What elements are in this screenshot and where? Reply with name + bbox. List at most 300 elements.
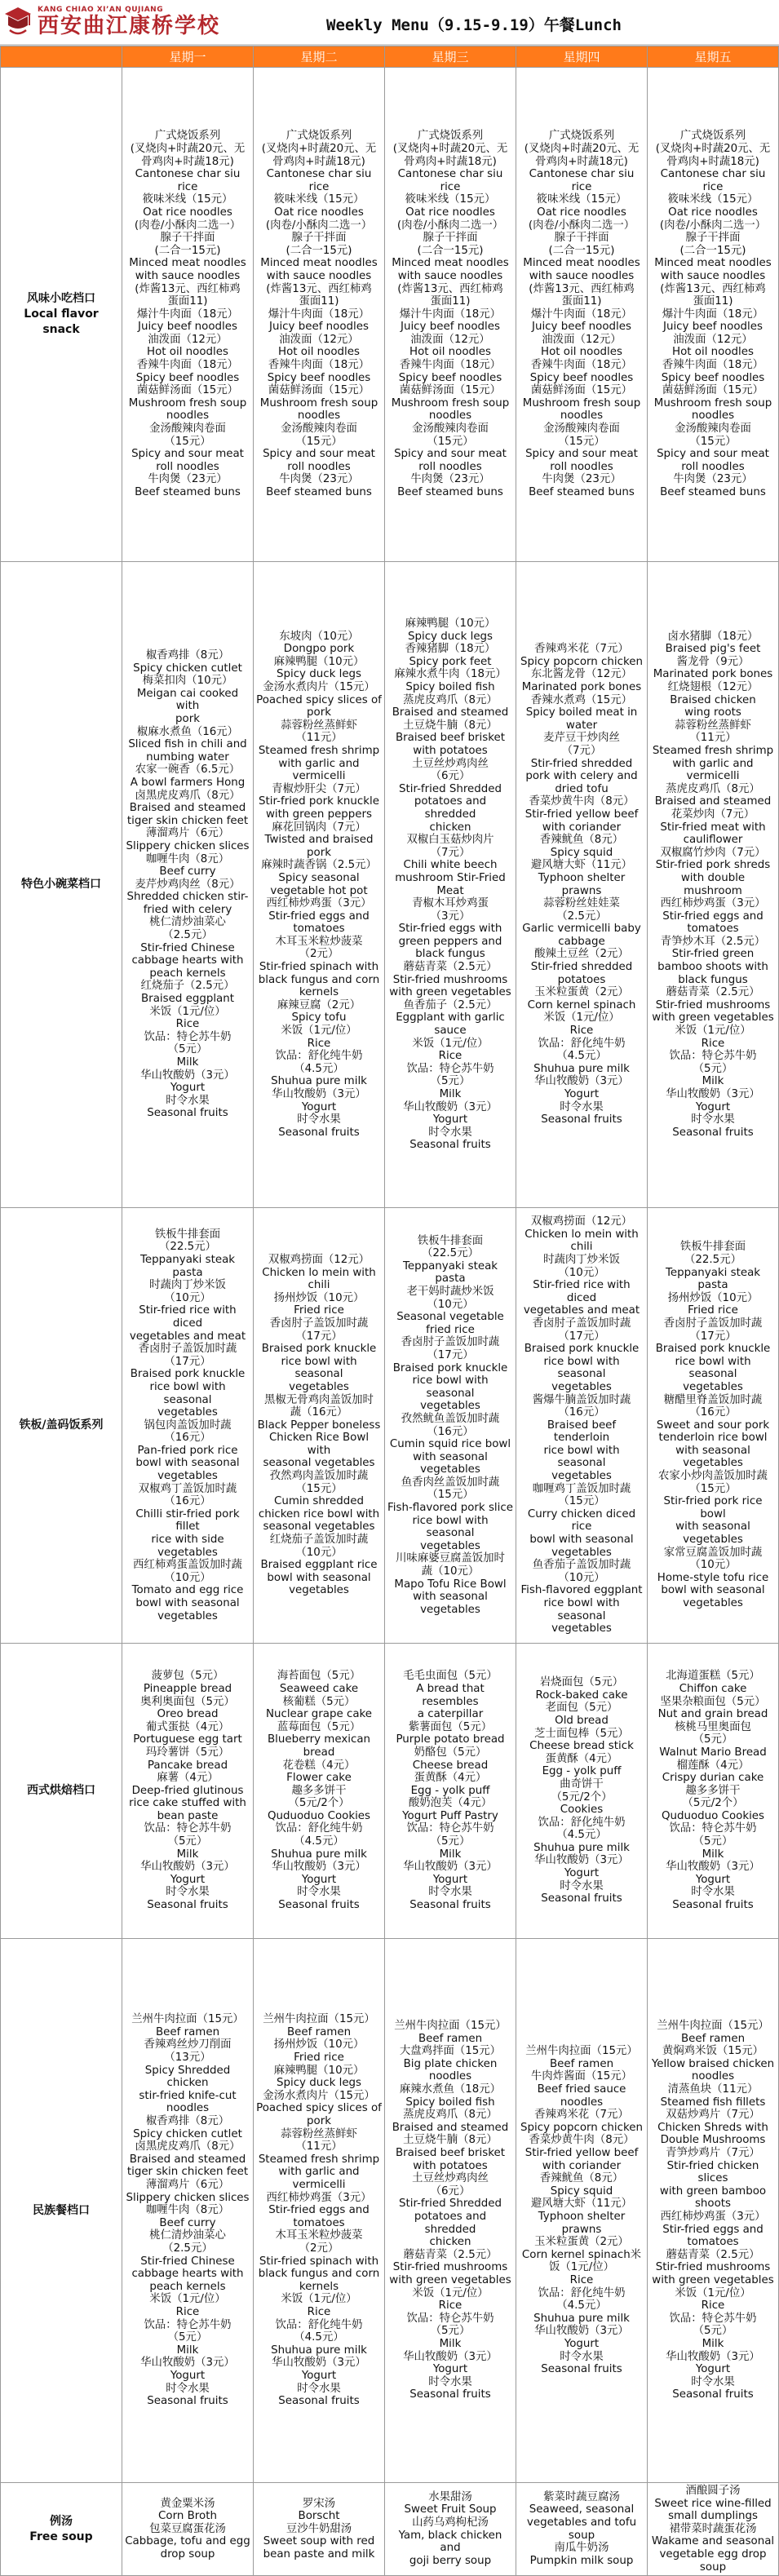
menu-line: Fish-flavored pork slice bbox=[387, 1502, 513, 1515]
menu-line: 家常豆腐盖饭加时蔬 bbox=[663, 1546, 763, 1559]
menu-line: Shuhua pure milk bbox=[533, 1062, 630, 1075]
menu-line: Beef steamed buns bbox=[529, 486, 635, 499]
menu-line: Beef curry bbox=[159, 2216, 216, 2229]
menu-cell-friday bbox=[648, 68, 779, 562]
page-title: Weekly Menu（9.15-9.19）午餐Lunch bbox=[326, 16, 622, 34]
category-label: 风味小吃档口 bbox=[27, 292, 95, 305]
menu-line: 蛋黄酥（4元） bbox=[414, 1772, 487, 1785]
menu-line: roll noodles bbox=[287, 460, 351, 473]
menu-line: noodles bbox=[166, 409, 210, 423]
menu-line: （22.5元） bbox=[684, 1253, 741, 1266]
menu-line: Yogurt Puff Pastry bbox=[402, 1809, 498, 1822]
menu-line: vegetables bbox=[551, 1380, 612, 1393]
menu-line: Milk bbox=[439, 1088, 462, 1100]
menu-line: with sauce noodles bbox=[135, 269, 241, 282]
menu-line: Meigan cai cooked with bbox=[136, 687, 239, 713]
menu-line: 咖喱鸡丁盖饭加时蔬 bbox=[532, 1482, 631, 1495]
menu-line: 酒酿圆子汤 bbox=[685, 2485, 741, 2497]
menu-line: 椒香鸡排（8元） bbox=[145, 649, 230, 662]
menu-line: noodles bbox=[560, 409, 604, 423]
menu-line: Corn kernel spinach米 bbox=[521, 2248, 642, 2261]
menu-line: 腺子干拌面 bbox=[160, 232, 215, 245]
menu-line: Chicken lo mein with bbox=[262, 1266, 376, 1279]
menu-line: 腺子干拌面 bbox=[554, 232, 609, 245]
menu-line: 趣多多饼干 bbox=[685, 1784, 741, 1797]
menu-line: Cantonese char siu rice bbox=[397, 168, 503, 193]
menu-line: 裙带菜时蔬蛋花汤 bbox=[669, 2522, 757, 2535]
menu-line: 麻辣鸭腿（10元） bbox=[273, 655, 365, 668]
menu-line: Beef curry bbox=[159, 865, 216, 879]
menu-line: 蘑菇青菜（2.5元） bbox=[666, 986, 760, 999]
menu-cell-thursday bbox=[516, 1644, 648, 1939]
menu-line: Egg - yolk puff bbox=[542, 1765, 622, 1778]
menu-line: 鱼香肉丝盖饭加时蔬 bbox=[401, 1476, 500, 1489]
menu-line: Stir-fried Shredded bbox=[398, 2198, 502, 2211]
menu-line: vegetables bbox=[157, 1406, 218, 1419]
menu-line: Juicy beef noodles bbox=[401, 321, 500, 334]
menu-line: 榴莲酥（4元） bbox=[676, 1759, 750, 1772]
menu-line: 时令水果 bbox=[560, 1100, 604, 1113]
menu-line: Seasonal fruits bbox=[541, 1892, 622, 1905]
menu-line: 华山牧酸奶（3元） bbox=[666, 1088, 760, 1100]
menu-line: Braised beef brisket bbox=[395, 732, 505, 745]
menu-line: Cabbage, tofu and egg bbox=[125, 2535, 250, 2548]
menu-line: with green vegetables bbox=[652, 1011, 774, 1025]
menu-line: Yogurt bbox=[695, 2363, 731, 2376]
menu-line: （22.5元） bbox=[159, 1241, 216, 1254]
menu-line: soup bbox=[568, 2529, 595, 2542]
menu-line: （17元） bbox=[558, 1330, 605, 1343]
menu-line: Beef fried sauce bbox=[537, 2083, 626, 2096]
menu-line: Stir-fried pork shreds bbox=[655, 859, 771, 872]
menu-cell-thursday bbox=[516, 1208, 648, 1644]
menu-line: 花卷糕（4元） bbox=[282, 1759, 356, 1772]
menu-line: 双椒鸡捞面（12元） bbox=[268, 1253, 370, 1266]
menu-line: bowl with seasonal bbox=[135, 1457, 240, 1470]
menu-line: Stir-fried rice with diced bbox=[533, 1279, 631, 1304]
menu-line: 山药乌鸡枸杞汤 bbox=[412, 2516, 489, 2529]
menu-line: Stir-fried Shredded bbox=[398, 782, 502, 795]
menu-line: Typhoon shelter prawns bbox=[538, 2211, 626, 2236]
menu-line: with sauce noodles bbox=[266, 269, 372, 282]
day-header-tuesday: 星期二 bbox=[254, 46, 385, 68]
menu-line: 麻辣鸭腿（10元） bbox=[405, 617, 496, 631]
menu-line: cauliflower bbox=[683, 834, 743, 847]
menu-line: （16元） bbox=[689, 1406, 737, 1419]
menu-line: peach kernels bbox=[149, 967, 226, 980]
menu-line: pork bbox=[307, 706, 331, 719]
category-label: Local flavor snack bbox=[24, 308, 99, 336]
menu-line: 香菜炒黄牛肉（8元） bbox=[529, 2134, 635, 2147]
menu-line: 金汤水煮肉片（15元） bbox=[263, 2089, 375, 2102]
menu-line: seasonal vegetables bbox=[263, 1457, 375, 1470]
menu-line: Mushroom fresh soup bbox=[259, 396, 378, 409]
menu-line: Fish-flavored eggplant bbox=[520, 1584, 643, 1597]
menu-line: Stir-fried mushrooms bbox=[655, 2261, 771, 2274]
menu-line: Spicy beef noodles bbox=[267, 371, 371, 384]
menu-line: Oat rice noodles bbox=[143, 206, 232, 219]
menu-line: Milk bbox=[176, 2344, 199, 2357]
menu-line: vegetables and meat bbox=[523, 1304, 640, 1317]
menu-line: 米饭（1元/位） bbox=[281, 1025, 357, 1038]
menu-line: 西红柿炒鸡蛋（3元） bbox=[660, 2211, 766, 2223]
menu-line: Braised pork knuckle bbox=[524, 1343, 640, 1356]
menu-line: bowl with seasonal bbox=[529, 1534, 634, 1547]
category-cell bbox=[1, 562, 122, 1208]
menu-cell-monday bbox=[122, 1644, 254, 1939]
menu-line: a caterpillar bbox=[417, 1708, 484, 1721]
category-label: 铁板/盖码饭系列 bbox=[19, 1419, 104, 1432]
menu-line: 菌菇鲜汤面（15元） bbox=[268, 384, 370, 397]
menu-line: 玉米粒蛋黄（2元） bbox=[534, 986, 629, 999]
menu-line: Minced meat noodles bbox=[523, 257, 640, 270]
menu-line: Stir-fried meat with bbox=[660, 821, 766, 834]
menu-line: Chili white beech bbox=[403, 859, 498, 872]
menu-line: A bread that resembles bbox=[416, 1682, 485, 1708]
menu-line: vegetables bbox=[289, 1380, 349, 1393]
menu-line: 蒸虎皮鸡爪（8元） bbox=[666, 782, 760, 795]
category-cell bbox=[1, 1939, 122, 2483]
menu-line: 牛肉煲（23元） bbox=[410, 473, 490, 486]
menu-line: 土豆烧牛腩（8元） bbox=[403, 2134, 498, 2147]
menu-line: （2.5元） bbox=[162, 2242, 213, 2255]
menu-line: 老面包（5元） bbox=[545, 1702, 618, 1715]
menu-line: (叉烧肉+时蔬20元、无 bbox=[392, 142, 508, 155]
menu-line: Minced meat noodles bbox=[129, 257, 246, 270]
menu-line: with green vegetables bbox=[389, 986, 511, 999]
menu-cell-monday bbox=[122, 1208, 254, 1644]
menu-line: Black Pepper boneless bbox=[257, 1419, 381, 1432]
menu-line: 香辣牛肉面（18元） bbox=[136, 359, 239, 372]
menu-line: noodles bbox=[297, 409, 341, 423]
menu-line: 避风塘大虾（11元） bbox=[530, 859, 633, 872]
menu-line: （11元） bbox=[689, 732, 737, 745]
menu-line: bamboo shoots with bbox=[657, 961, 768, 974]
category-cell bbox=[1, 1208, 122, 1644]
menu-line: 牛肉煲（23元） bbox=[673, 473, 753, 486]
menu-line: Juicy beef noodles bbox=[269, 321, 369, 334]
menu-line: 黑椒无骨鸡肉盖饭加时 bbox=[264, 1393, 374, 1406]
menu-line: 饮品：特仑苏牛奶 bbox=[669, 2312, 757, 2325]
menu-line: （2元） bbox=[299, 2242, 339, 2255]
menu-line: （15元） bbox=[689, 1482, 737, 1495]
menu-line: (二合一15元) bbox=[548, 244, 615, 257]
menu-line: 金汤酸辣肉卷面 bbox=[675, 423, 751, 436]
menu-line: Seaweed cake bbox=[279, 1682, 359, 1695]
menu-line: 东北酱龙骨（12元） bbox=[530, 668, 633, 681]
menu-line: 蛋面11) bbox=[430, 295, 471, 308]
menu-cell-thursday bbox=[516, 1939, 648, 2483]
menu-cell-tuesday bbox=[254, 1644, 385, 1939]
menu-line: Shredded chicken stir- bbox=[126, 891, 249, 904]
menu-line: Sweet Fruit Soup bbox=[404, 2503, 497, 2516]
menu-line: 香辣牛肉面（18元） bbox=[662, 359, 764, 372]
menu-line: chicken bbox=[429, 821, 471, 834]
menu-line: Stir-fried shredded bbox=[530, 757, 633, 770]
menu-line: Spicy duck legs bbox=[407, 630, 494, 643]
menu-line: vegetables and tofu bbox=[526, 2516, 637, 2529]
menu-line: rice bowl with seasonal bbox=[543, 1444, 620, 1470]
menu-line: Beef ramen bbox=[418, 2032, 483, 2045]
menu-line: Yogurt bbox=[170, 2369, 206, 2382]
menu-line: 麦芹炒鸡肉丝（8元） bbox=[135, 878, 241, 891]
menu-line: tomatoes bbox=[293, 923, 345, 936]
menu-body bbox=[1, 68, 779, 2576]
menu-line: rice bowl with seasonal bbox=[149, 1380, 226, 1406]
menu-line: 玉米粒蛋黄（2元） bbox=[534, 2236, 629, 2249]
menu-line: 时令水果 bbox=[691, 2375, 735, 2388]
menu-line: （6元） bbox=[430, 2184, 471, 2198]
menu-line: 时令水果 bbox=[428, 1126, 472, 1139]
menu-line: 时令水果 bbox=[297, 1886, 341, 1899]
menu-cell-monday bbox=[122, 2483, 254, 2576]
menu-line: 青笋炒鸡片（7元） bbox=[666, 2147, 760, 2160]
menu-line: Braised pork knuckle bbox=[655, 1343, 771, 1356]
menu-line: Cantonese char siu rice bbox=[266, 168, 372, 193]
menu-line: Teppanyaki steak pasta bbox=[665, 1266, 761, 1292]
menu-line: 菌菇鲜汤面（15元） bbox=[136, 384, 239, 397]
menu-line: 牛肉炸酱面（15元） bbox=[530, 2070, 633, 2083]
menu-line: tomatoes bbox=[293, 2216, 345, 2229]
menu-line: Mushroom fresh soup bbox=[522, 396, 641, 409]
menu-line: 糖醋里脊盖饭加时蔬 bbox=[663, 1393, 763, 1406]
menu-line: chili bbox=[308, 1279, 330, 1292]
menu-line: rice bowl with seasonal bbox=[543, 1355, 620, 1381]
menu-line: Rice bbox=[701, 2299, 725, 2313]
menu-line: Cookies bbox=[560, 1804, 604, 1817]
menu-line: 时令水果 bbox=[691, 1113, 735, 1126]
menu-line: 骨鸡肉+时蔬18元) bbox=[141, 155, 234, 168]
menu-cell-tuesday bbox=[254, 562, 385, 1208]
menu-line: Minced meat noodles bbox=[392, 257, 509, 270]
menu-table bbox=[0, 46, 779, 2576]
menu-line: Spicy pork feet bbox=[409, 655, 492, 668]
menu-line: kernels bbox=[299, 986, 339, 999]
menu-line: 香菜炒黄牛肉（8元） bbox=[529, 795, 635, 808]
menu-line: Sweet rice wine-filled bbox=[654, 2497, 772, 2510]
menu-line: tiger skin chicken feet bbox=[126, 2166, 249, 2179]
category-cell bbox=[1, 2483, 122, 2576]
menu-line: Yogurt bbox=[170, 1082, 206, 1095]
menu-line: cabbage hearts with bbox=[131, 954, 244, 967]
menu-cell-friday bbox=[648, 1644, 779, 1939]
menu-line: (肉卷/小酥肉二选一） bbox=[134, 219, 241, 232]
menu-line: Shuhua pure milk bbox=[271, 1848, 367, 1861]
menu-line: 木耳玉米粒炒菠菜 bbox=[275, 2229, 363, 2242]
menu-line: 腺子干拌面 bbox=[423, 232, 478, 245]
menu-line: 蘑菇青菜（2.5元） bbox=[403, 2248, 498, 2261]
menu-line: （5元/2个） bbox=[551, 1790, 613, 1804]
menu-line: （4.5元） bbox=[556, 1829, 607, 1842]
menu-line: (肉卷/小酥肉二选一） bbox=[265, 219, 373, 232]
menu-line: 金汤水煮肉片（15元） bbox=[263, 681, 375, 693]
menu-line: （15元） bbox=[558, 435, 605, 448]
menu-line: Spicy boiled fish bbox=[405, 681, 495, 693]
menu-line: goji berry soup bbox=[409, 2554, 492, 2567]
menu-line: Stir-fried eggs and bbox=[268, 2204, 370, 2217]
menu-line: 牛肉煲（23元） bbox=[148, 473, 228, 486]
menu-line: Rice bbox=[307, 1037, 331, 1050]
menu-line: 核桃马里奥面包 bbox=[675, 1720, 751, 1733]
menu-line: （10元） bbox=[689, 1559, 737, 1572]
menu-line: 米饭（1元/位） bbox=[543, 1011, 620, 1025]
menu-line: Garlic vermicelli baby bbox=[522, 923, 641, 936]
menu-line: Juicy beef noodles bbox=[138, 321, 237, 334]
menu-line: （5元） bbox=[430, 1835, 471, 1848]
menu-line: 金汤酸辣肉卷面 bbox=[543, 423, 620, 436]
menu-row bbox=[1, 1208, 779, 1644]
menu-line: 兰州牛肉拉面（15元） bbox=[131, 2013, 244, 2026]
menu-line: （2.5元） bbox=[162, 929, 213, 942]
menu-cell-monday bbox=[122, 68, 254, 562]
menu-line: 香辣鱿鱼（8元） bbox=[539, 834, 624, 847]
menu-line: 红烧茄子盖饭加时蔬 bbox=[269, 1534, 369, 1547]
menu-line: Yogurt bbox=[301, 1873, 337, 1886]
menu-line: bowl with seasonal bbox=[661, 1584, 765, 1597]
menu-line: Flower cake bbox=[286, 1772, 352, 1785]
menu-line: Yogurt bbox=[564, 1867, 600, 1880]
menu-line: Beef ramen bbox=[680, 2032, 746, 2045]
menu-line: （10元） bbox=[295, 1546, 343, 1559]
menu-line: Twisted and braised bbox=[264, 834, 374, 847]
menu-line: vegetables bbox=[551, 1622, 612, 1635]
menu-line: Stir-fried yellow beef bbox=[524, 2147, 639, 2160]
menu-line: Stir-fried eggs and bbox=[662, 910, 764, 923]
menu-line: mushroom Stir-Fried bbox=[395, 871, 506, 884]
menu-line: vegetables bbox=[420, 1400, 480, 1413]
menu-line: 时令水果 bbox=[560, 2350, 604, 2363]
menu-line: 菌菇鲜汤面（15元） bbox=[530, 384, 633, 397]
menu-line: Seasonal fruits bbox=[147, 1899, 228, 1912]
menu-line: Seasonal fruits bbox=[541, 1113, 622, 1126]
menu-line: (叉烧肉+时蔬20元、无 bbox=[130, 142, 246, 155]
menu-line: 椒香鸡排（8元） bbox=[145, 2115, 230, 2128]
menu-line: 饮品：舒化纯牛奶 bbox=[275, 1050, 363, 1063]
menu-line: Spicy squid bbox=[550, 2184, 613, 2198]
menu-line: Nuclear grape cake bbox=[265, 1708, 373, 1721]
menu-line: （5元） bbox=[430, 2325, 471, 2338]
menu-line: Spicy seasonal bbox=[278, 871, 360, 884]
menu-line: 双椒白玉菇炒肉片 bbox=[406, 834, 494, 847]
menu-line: Slippery chicken slices bbox=[126, 839, 250, 852]
day-header-row bbox=[1, 46, 779, 68]
menu-line: 饮品：舒化纯牛奶 bbox=[538, 1816, 626, 1829]
menu-line: （11元） bbox=[295, 2140, 343, 2153]
menu-line: Stir-fried pork knuckle bbox=[259, 795, 379, 808]
menu-line: 油泼面（12元） bbox=[673, 333, 753, 346]
menu-line: 桃仁清炒油菜心 bbox=[149, 2229, 226, 2242]
menu-line: 金汤酸辣肉卷面 bbox=[281, 423, 357, 436]
menu-line: 时令水果 bbox=[166, 2382, 210, 2395]
menu-line: 南瓜牛奶汤 bbox=[554, 2542, 609, 2555]
menu-line: bean paste bbox=[157, 1809, 219, 1822]
menu-line: Stir-fried mushrooms bbox=[392, 973, 508, 986]
menu-line: （5元） bbox=[693, 1835, 733, 1848]
menu-line: Pan-fried pork rice bbox=[137, 1444, 238, 1457]
menu-line: Spicy and sour meat bbox=[394, 448, 507, 461]
menu-line: 罗宋汤 bbox=[302, 2497, 336, 2510]
menu-line: (肉卷/小酥肉二选一） bbox=[528, 219, 635, 232]
menu-line: （15元） bbox=[427, 435, 474, 448]
menu-line: 西红柿鸡蛋盖饭加时蔬 bbox=[133, 1559, 242, 1572]
menu-line: Spicy and sour meat bbox=[525, 448, 638, 461]
menu-line: Seasonal fruits bbox=[278, 1899, 360, 1912]
menu-line: Deep-fried glutinous bbox=[131, 1784, 244, 1797]
menu-line: Mushroom fresh soup bbox=[391, 396, 510, 409]
menu-line: Spicy tofu bbox=[291, 1011, 347, 1025]
menu-line: (肉卷/小酥肉二选一） bbox=[396, 219, 504, 232]
menu-line: with coriander bbox=[542, 2159, 622, 2172]
menu-line: tomatoes bbox=[687, 923, 739, 936]
menu-line: pork bbox=[175, 712, 200, 725]
menu-line: 米饭（1元/位） bbox=[281, 2293, 357, 2306]
menu-line: Beef steamed buns bbox=[660, 486, 766, 499]
menu-line: black fungus and corn bbox=[258, 2268, 380, 2281]
menu-line: bean paste and milk bbox=[263, 2547, 375, 2561]
day-header-wednesday: 星期三 bbox=[385, 46, 516, 68]
menu-line: （15元） bbox=[295, 435, 343, 448]
menu-line: 红烧茄子（2.5元） bbox=[140, 980, 235, 993]
menu-line: Milk bbox=[702, 1848, 724, 1861]
menu-line: Spicy beef noodles bbox=[398, 371, 502, 384]
menu-line: 麻薯（4元） bbox=[157, 1772, 219, 1785]
menu-line: 玛玲薯饼（5元） bbox=[145, 1746, 230, 1759]
menu-line: Oat rice noodles bbox=[274, 206, 364, 219]
category-label: 特色小碗菜档口 bbox=[21, 878, 101, 891]
menu-line: vegetables bbox=[551, 1546, 612, 1559]
menu-line: （4.5元） bbox=[294, 1835, 344, 1848]
menu-line: pork bbox=[307, 2115, 331, 2128]
menu-line: numbing water bbox=[146, 750, 229, 764]
menu-line: pork with celery and bbox=[525, 770, 638, 783]
menu-line: Stir-fried eggs and bbox=[268, 910, 370, 923]
menu-line: soup bbox=[699, 2561, 727, 2574]
menu-line: Braised and steamed bbox=[392, 2121, 509, 2134]
menu-line: 坚果杂粮面包（5元） bbox=[660, 1695, 766, 1708]
menu-line: 香辣鸡米花（7元） bbox=[534, 643, 629, 656]
menu-line: 锅包肉盖饭加时蔬 bbox=[144, 1419, 232, 1432]
menu-line: Beef steamed buns bbox=[266, 486, 372, 499]
menu-line: Stir-fried mushrooms bbox=[655, 998, 771, 1011]
menu-line: 香辣鸡米花（7元） bbox=[534, 2109, 629, 2122]
menu-line: potatoes bbox=[557, 973, 606, 986]
menu-line: 华山牧酸奶（3元） bbox=[534, 1075, 629, 1088]
menu-line: with garlic and bbox=[672, 757, 754, 770]
menu-line: 时蔬肉丁炒米饭 bbox=[543, 1253, 620, 1266]
menu-line: （17元） bbox=[295, 1330, 343, 1343]
menu-line: 青笋炒木耳（2.5元） bbox=[660, 935, 766, 948]
menu-line: Spicy popcorn chicken bbox=[520, 2121, 643, 2134]
menu-line: Seaweed, seasonal bbox=[529, 2503, 635, 2516]
menu-line: Braised and steamed bbox=[392, 706, 509, 719]
menu-line: 香辣牛肉面（18元） bbox=[399, 359, 502, 372]
menu-line: black fungus bbox=[415, 948, 485, 961]
menu-line: 华山牧酸奶（3元） bbox=[534, 2325, 629, 2338]
menu-line: Slippery chicken slices bbox=[126, 2191, 250, 2204]
menu-line: 油泼面（12元） bbox=[410, 333, 490, 346]
menu-line: Fried rice bbox=[294, 2052, 344, 2065]
menu-line: Seasonal fruits bbox=[278, 2395, 360, 2408]
menu-line: 酱爆牛腩盖饭加时蔬 bbox=[532, 1393, 631, 1406]
menu-line: 饮品：特仑苏牛奶 bbox=[406, 2312, 494, 2325]
menu-line: 米饭（1元/位） bbox=[149, 2293, 226, 2306]
menu-line: 饭（1元/位） bbox=[549, 2261, 614, 2274]
menu-line: Crispy durian cake bbox=[662, 1772, 764, 1785]
menu-line: 紫菜时蔬豆腐汤 bbox=[543, 2490, 620, 2503]
menu-line: 卤黑虎皮鸡爪（8元） bbox=[135, 789, 241, 802]
menu-line: 米饭（1元/位） bbox=[412, 1037, 489, 1050]
menu-line: 香辣鱿鱼（8元） bbox=[539, 2172, 624, 2185]
